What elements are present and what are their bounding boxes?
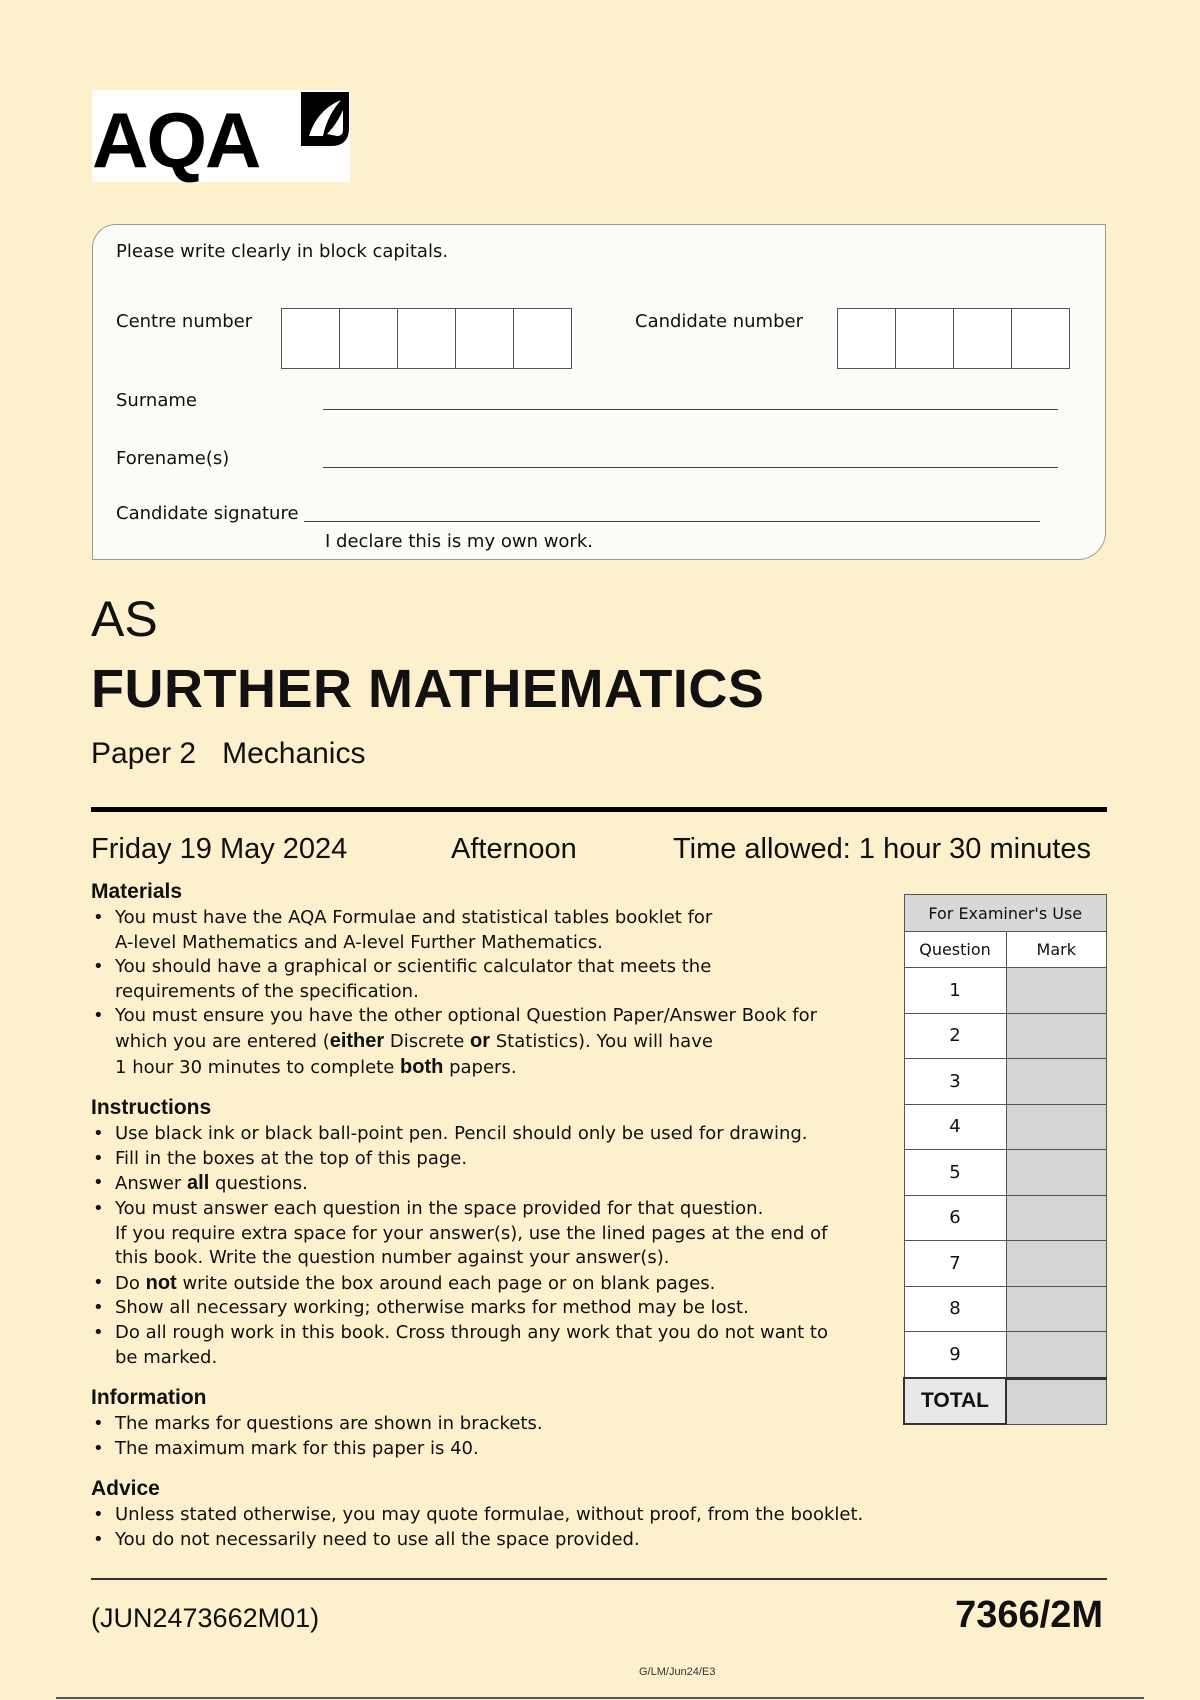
information-heading: Information	[91, 1386, 207, 1410]
examiner-question-row	[904, 1104, 1107, 1150]
instruction-item: • Answer all questions.	[91, 1171, 891, 1197]
paper-code: 7366/2M	[955, 1594, 1103, 1636]
print-reference: G/LM/Jun24/E3	[639, 1666, 716, 1678]
barcode-reference: (JUN2473662M01)	[91, 1603, 320, 1633]
mark-cell	[1006, 1195, 1107, 1241]
mark-cell	[1006, 1286, 1107, 1332]
instruction-item: • Do all rough work in this book. Cross through any work that you do not want to be marked.	[91, 1321, 891, 1370]
centre-number-digit-box[interactable]	[513, 308, 572, 369]
candidate-number-digit-box[interactable]	[1011, 308, 1070, 369]
mark-cell	[1006, 1241, 1107, 1287]
footer-divider	[91, 1578, 1107, 1580]
examiner-question-row	[904, 1195, 1107, 1241]
centre-number-digit-box[interactable]	[455, 308, 514, 369]
advice-item: • Unless stated otherwise, you may quote formulae, without proof, from the booklet.	[91, 1503, 891, 1528]
signature-field[interactable]	[304, 521, 1040, 522]
advice-section	[91, 1477, 891, 1552]
instruction-item: • Do not write outside the box around each page or on blank pages.	[91, 1271, 891, 1297]
candidate-number-digit-box[interactable]	[953, 308, 1012, 369]
examiner-use-table	[903, 894, 1107, 1425]
materials-section	[91, 880, 891, 1080]
advice-list	[91, 1503, 891, 1552]
own-work-declaration: I declare this is my own work.	[325, 531, 593, 552]
instruction-item: • Show all necessary working; otherwise marks for method may be lost.	[91, 1296, 891, 1321]
examiner-question-row	[904, 1059, 1107, 1105]
question-number: 5	[904, 1150, 1006, 1196]
forenames-label: Forename(s)	[116, 448, 230, 469]
information-list	[91, 1412, 891, 1461]
front-cover-sections	[91, 880, 891, 1568]
mark-cell	[1006, 1150, 1107, 1196]
aqa-logo-mark-icon	[297, 90, 351, 150]
mark-cell	[1006, 1013, 1107, 1059]
examiner-question-row	[904, 1286, 1107, 1332]
total-label: TOTAL	[904, 1378, 1006, 1424]
surname-label: Surname	[116, 390, 197, 411]
aqa-logo-text: AQA	[92, 96, 260, 184]
materials-item: • You must have the AQA Formulae and statistical tables booklet for A-level Mathematics and A-level Further Mathematics.	[91, 906, 891, 955]
mark-cell	[1006, 1059, 1107, 1105]
examiner-question-row	[904, 968, 1107, 1014]
qualification-level: AS	[91, 591, 158, 647]
block-capitals-instruction: Please write clearly in block capitals.	[116, 241, 449, 262]
candidate-number-label: Candidate number	[635, 311, 803, 332]
examiner-use-title: For Examiner's Use	[904, 895, 1107, 932]
paper-number: Paper 2	[91, 737, 197, 770]
materials-item: • You should have a graphical or scientific calculator that meets the requirements of the specification.	[91, 955, 891, 1004]
question-number: 2	[904, 1013, 1006, 1059]
question-number: 9	[904, 1332, 1006, 1379]
instruction-item: • You must answer each question in the space provided for that question. If you require extra space for your answer(s), use the lined pages at the end of this book. Write the question number against your answer(s).	[91, 1197, 891, 1271]
page-bottom-rule	[56, 1697, 1144, 1699]
materials-heading: Materials	[91, 880, 183, 903]
surname-field[interactable]	[323, 409, 1058, 410]
examiner-question-row	[904, 1241, 1107, 1287]
paper-title	[91, 737, 365, 771]
question-number: 7	[904, 1241, 1006, 1287]
subject-title: FURTHER MATHEMATICS	[91, 659, 765, 719]
information-section	[91, 1386, 891, 1461]
centre-number-boxes[interactable]	[282, 308, 572, 369]
signature-label: Candidate signature	[116, 503, 299, 524]
total-mark-cell	[1006, 1378, 1107, 1424]
mark-cell	[1006, 1332, 1107, 1379]
candidate-details-box	[92, 224, 1106, 560]
examiner-question-row	[904, 1332, 1107, 1379]
forenames-field[interactable]	[323, 467, 1058, 468]
exam-session: Afternoon	[451, 833, 577, 865]
question-number: 1	[904, 968, 1006, 1014]
centre-number-digit-box[interactable]	[281, 308, 340, 369]
question-column-header: Question	[904, 932, 1006, 968]
mark-column-header: Mark	[1006, 932, 1107, 968]
question-number: 6	[904, 1195, 1006, 1241]
question-number: 8	[904, 1286, 1006, 1332]
materials-item: • You must ensure you have the other optional Question Paper/Answer Book for which you are entered (either Discrete or Statistics). You will have 1 hour 30 minutes to complete both papers.	[91, 1004, 891, 1080]
advice-item: • You do not necessarily need to use all the space provided.	[91, 1528, 891, 1553]
instructions-section	[91, 1096, 891, 1370]
information-item: • The maximum mark for this paper is 40.	[91, 1437, 891, 1462]
time-allowed: Time allowed: 1 hour 30 minutes	[673, 833, 1092, 865]
examiner-question-row	[904, 1013, 1107, 1059]
question-number: 4	[904, 1104, 1006, 1150]
candidate-number-boxes[interactable]	[838, 308, 1070, 369]
advice-heading: Advice	[91, 1477, 160, 1501]
instructions-heading: Instructions	[91, 1096, 212, 1120]
centre-number-digit-box[interactable]	[339, 308, 398, 369]
centre-number-label: Centre number	[116, 311, 253, 332]
mark-cell	[1006, 1104, 1107, 1150]
candidate-number-digit-box[interactable]	[895, 308, 954, 369]
instruction-item: • Fill in the boxes at the top of this page.	[91, 1147, 891, 1172]
materials-list	[91, 906, 891, 1080]
instructions-list	[91, 1122, 891, 1370]
aqa-logo	[92, 90, 350, 182]
information-item: • The marks for questions are shown in brackets.	[91, 1412, 891, 1437]
mark-cell	[1006, 968, 1107, 1014]
question-number: 3	[904, 1059, 1006, 1105]
exam-date: Friday 19 May 2024	[91, 833, 348, 865]
paper-name: Mechanics	[222, 737, 366, 770]
candidate-number-digit-box[interactable]	[837, 308, 896, 369]
title-divider	[91, 807, 1107, 812]
instruction-item: • Use black ink or black ball-point pen. Pencil should only be used for drawing.	[91, 1122, 891, 1147]
centre-number-digit-box[interactable]	[397, 308, 456, 369]
examiner-question-row	[904, 1150, 1107, 1196]
